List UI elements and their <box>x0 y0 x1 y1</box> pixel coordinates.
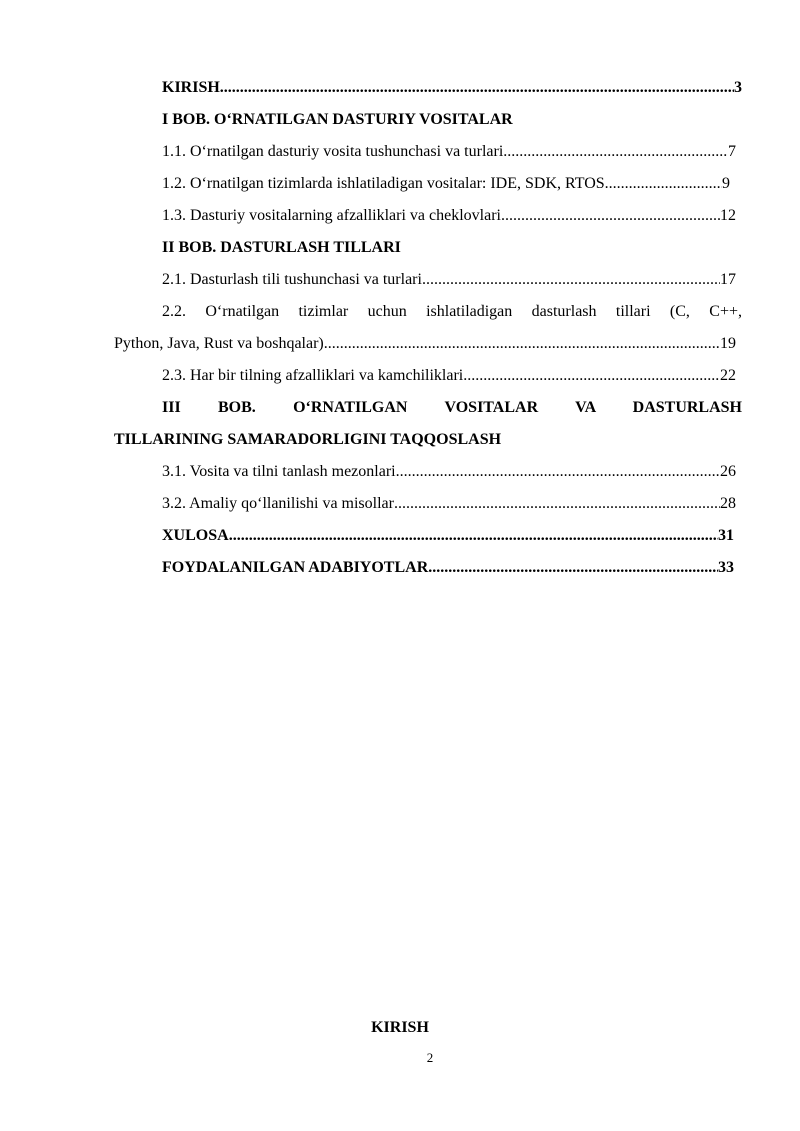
toc-entry-title: 3.2. Amaliy qo‘llanilishi va misollar <box>162 495 394 512</box>
toc-chapter-3-line2[interactable] <box>114 424 742 456</box>
toc-entry-page: 3 <box>734 79 742 96</box>
page-number: 2 <box>426 1050 434 1065</box>
toc-entry-2-2-line1[interactable] <box>114 296 742 328</box>
toc-entry-page: 31 <box>718 527 734 544</box>
toc-entry-title: 1.1. O‘rnatilgan dasturiy vosita tushunchasi va turlari <box>162 143 504 160</box>
toc-entry-page: 28 <box>720 495 736 512</box>
toc-entry-xulosa[interactable] <box>114 520 734 552</box>
toc-entry-3-2[interactable] <box>114 488 736 520</box>
toc-chapter-2[interactable] <box>114 232 742 264</box>
toc-entry-page: 17 <box>720 271 736 288</box>
toc-entry-page: 12 <box>720 207 736 224</box>
dot-leader <box>501 200 720 232</box>
dot-leader <box>605 168 722 200</box>
toc-entry-1-1[interactable] <box>114 136 736 168</box>
toc-entry-3-1[interactable] <box>114 456 736 488</box>
toc-entry-2-2-line2[interactable] <box>114 328 736 360</box>
dot-leader <box>324 328 720 360</box>
toc-entry-adabiyotlar[interactable] <box>114 552 734 584</box>
dot-leader <box>463 360 720 392</box>
dot-leader <box>220 72 734 104</box>
toc-entry-title: 1.3. Dasturiy vositalarning afzalliklari va cheklovlari <box>162 207 501 224</box>
toc-entry-kirish[interactable] <box>114 72 742 104</box>
toc-chapter-title: II BOB. DASTURLASH TILLARI <box>162 239 401 256</box>
toc-entry-title: KIRISH <box>162 79 220 96</box>
toc-entry-1-2[interactable] <box>114 168 730 200</box>
dot-leader <box>422 264 720 296</box>
toc-entry-2-1[interactable] <box>114 264 736 296</box>
toc-entry-title: FOYDALANILGAN ADABIYOTLAR <box>162 559 429 576</box>
toc-entry-title: 2.3. Har bir tilning afzalliklari va kamchiliklari <box>162 367 464 384</box>
dot-leader <box>503 136 728 168</box>
toc-chapter-title: III BOB. O‘RNATILGAN VOSITALAR VA DASTURLASH <box>162 399 742 416</box>
toc-entry-page: 19 <box>720 335 736 352</box>
dot-leader <box>394 488 720 520</box>
dot-leader <box>428 552 718 584</box>
toc-entry-page: 22 <box>720 367 736 384</box>
toc-entry-title: 2.1. Dasturlash tili tushunchasi va turlari <box>162 271 422 288</box>
toc-entry-2-3[interactable] <box>114 360 736 392</box>
dot-leader <box>229 520 718 552</box>
toc-chapter-title: I BOB. O‘RNATILGAN DASTURIY VOSITALAR <box>162 111 513 128</box>
toc-entry-title-continued: Python, Java, Rust va boshqalar) <box>114 335 324 352</box>
toc-entry-page: 26 <box>720 463 736 480</box>
toc-chapter-title-continued: TILLARINING SAMARADORLIGINI TAQQOSLASH <box>114 431 502 448</box>
toc-entry-title: 3.1. Vosita va tilni tanlash mezonlari <box>162 463 396 480</box>
toc-entry-title: 1.2. O‘rnatilgan tizimlarda ishlatiladigan vositalar: IDE, SDK, RTOS <box>162 175 605 192</box>
toc-entry-title: 2.2. O‘rnatilgan tizimlar uchun ishlatiladigan dasturlash tillari (C, C++, <box>162 303 742 320</box>
toc-entry-page: 33 <box>718 559 734 576</box>
next-section-heading: KIRISH <box>371 1019 429 1036</box>
dot-leader <box>396 456 720 488</box>
toc-chapter-1[interactable] <box>114 104 742 136</box>
toc-chapter-3-line1[interactable] <box>114 392 742 424</box>
toc-entry-page: 7 <box>728 143 736 160</box>
toc-entry-1-3[interactable] <box>114 200 736 232</box>
toc-entry-page: 9 <box>722 175 730 192</box>
toc-entry-title: XULOSA <box>162 527 229 544</box>
